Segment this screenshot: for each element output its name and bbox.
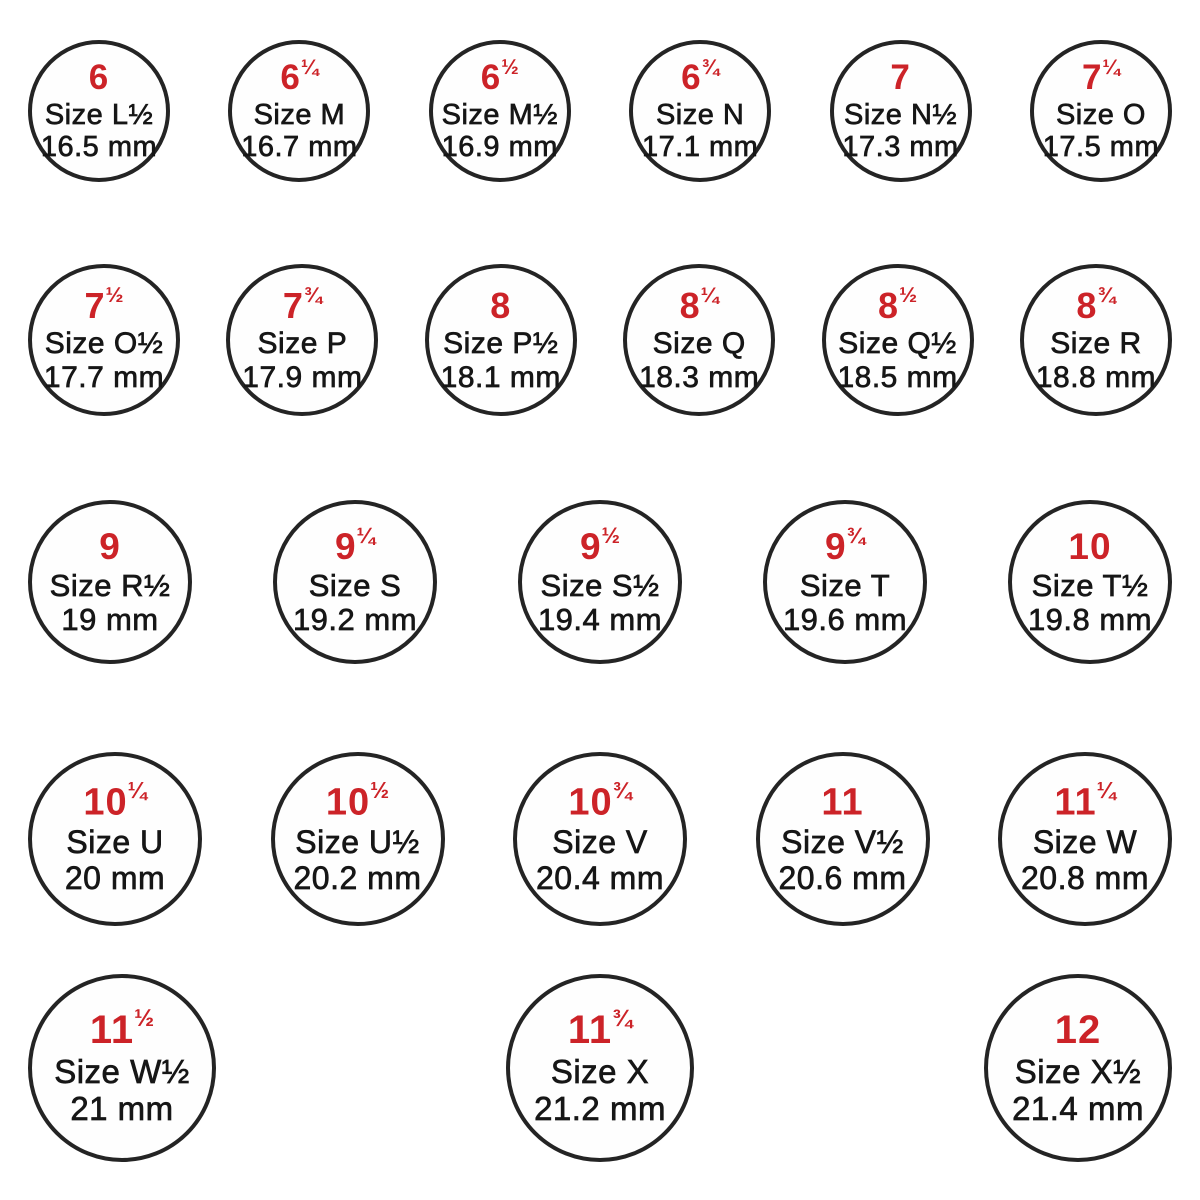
us-size-fraction: ¾	[303, 282, 322, 308]
diameter-label: 19.4 mm	[537, 602, 663, 638]
ring-size-circle	[756, 752, 930, 926]
us-size	[84, 282, 124, 326]
diameter-label: 19.8 mm	[1027, 602, 1153, 638]
us-size-number: 6	[88, 58, 110, 98]
ring-size-circle	[506, 974, 694, 1162]
diameter-label: 19.6 mm	[782, 602, 908, 638]
uk-size-label: Size V½	[781, 824, 904, 861]
us-size-number: 8	[1076, 284, 1098, 326]
us-size-number: 10	[568, 781, 613, 824]
uk-size-label: Size U½	[295, 824, 420, 861]
uk-size-label: Size T	[799, 567, 891, 603]
us-size	[481, 58, 519, 97]
us-size-number: 7	[890, 58, 911, 98]
us-size-number: 11	[1054, 781, 1097, 824]
diameter-label: 19.2 mm	[292, 602, 418, 638]
uk-size-label: Size W½	[54, 1052, 190, 1090]
uk-size-label: Size P	[257, 327, 348, 361]
us-size-number: 7	[1081, 58, 1103, 98]
us-size	[280, 58, 318, 97]
diameter-label: 20 mm	[64, 860, 166, 897]
us-size	[325, 777, 390, 824]
ring-size-circle	[513, 752, 687, 926]
us-size-fraction: ½	[370, 777, 390, 804]
uk-size-label: Size O½	[44, 327, 164, 361]
ring-size-circle	[822, 264, 974, 416]
diameter-label: 21.2 mm	[534, 1089, 666, 1127]
us-size	[821, 781, 863, 824]
diameter-label: 17.9 mm	[242, 360, 363, 394]
diameter-label: 17.1 mm	[642, 131, 759, 164]
ring-size-circle	[518, 500, 682, 664]
us-size	[567, 1004, 633, 1053]
chart-row	[0, 264, 1200, 416]
us-size-fraction: ¼	[1096, 777, 1116, 804]
us-size-number: 9	[579, 526, 602, 568]
us-size-fraction: ¼	[700, 282, 719, 308]
us-size	[83, 777, 147, 824]
ring-size-circle	[984, 974, 1172, 1162]
chart-row	[0, 752, 1200, 926]
ring-size-circle	[226, 264, 378, 416]
uk-size-label: Size V	[552, 824, 648, 861]
uk-size-label: Size U	[66, 824, 164, 861]
uk-size-label: Size Q½	[838, 327, 957, 361]
us-size-number: 10	[1068, 526, 1112, 568]
diameter-label: 17.5 mm	[1042, 131, 1160, 164]
diameter-label: 16.9 mm	[441, 131, 558, 164]
ring-size-circle	[228, 40, 370, 182]
diameter-label: 21 mm	[70, 1089, 174, 1127]
us-size-number: 9	[334, 526, 357, 568]
uk-size-label: Size Q	[652, 327, 746, 361]
ring-size-circle	[28, 752, 202, 926]
us-size-number: 7	[282, 284, 304, 326]
uk-size-label: Size W	[1032, 824, 1138, 861]
us-size-fraction: ¾	[612, 1004, 633, 1032]
us-size	[681, 58, 719, 97]
us-size	[568, 777, 632, 824]
us-size-fraction: ½	[899, 282, 918, 308]
us-size-number: 12	[1054, 1008, 1102, 1053]
us-size	[824, 523, 866, 568]
us-size	[99, 526, 121, 567]
us-size-number: 11	[567, 1008, 613, 1053]
uk-size-label: Size T½	[1031, 567, 1149, 603]
us-size-fraction: ½	[105, 282, 124, 308]
chart-row	[0, 500, 1200, 664]
us-size-number: 8	[679, 284, 701, 326]
diameter-label: 18.3 mm	[639, 360, 760, 394]
ring-size-circle	[998, 752, 1172, 926]
us-size-number: 11	[821, 781, 864, 824]
ring-size-circle	[629, 40, 771, 182]
diameter-label: 20.8 mm	[1021, 860, 1149, 897]
us-size-number: 8	[490, 284, 512, 326]
us-size-number: 11	[89, 1008, 135, 1053]
diameter-label: 17.3 mm	[842, 131, 959, 164]
uk-size-label: Size X½	[1014, 1052, 1142, 1090]
us-size-number: 9	[99, 526, 121, 568]
us-size-number: 6	[480, 58, 502, 98]
us-size-fraction: ½	[601, 523, 621, 549]
uk-size-label: Size R	[1050, 327, 1142, 361]
us-size-number: 6	[681, 58, 702, 98]
us-size-fraction: ¾	[846, 523, 866, 549]
uk-size-label: Size S½	[540, 567, 660, 603]
ring-size-circle	[429, 40, 571, 182]
uk-size-label: Size X	[550, 1052, 650, 1090]
diameter-label: 20.4 mm	[536, 860, 664, 897]
us-size-fraction: ½	[134, 1004, 155, 1032]
chart-row	[0, 40, 1200, 182]
uk-size-label: Size M	[253, 98, 346, 131]
us-size-fraction: ¾	[612, 777, 632, 804]
us-size-number: 9	[824, 526, 847, 568]
ring-size-circle	[830, 40, 972, 182]
ring-size-circle	[1008, 500, 1172, 664]
diameter-label: 16.5 mm	[40, 131, 158, 164]
us-size-fraction: ¾	[701, 56, 720, 80]
diameter-label: 19 mm	[61, 602, 159, 638]
uk-size-label: Size P½	[443, 327, 559, 361]
us-size	[890, 58, 910, 97]
uk-size-label: Size R½	[49, 567, 171, 603]
us-size-fraction: ¼	[300, 56, 319, 80]
ring-size-circle	[425, 264, 577, 416]
uk-size-label: Size S	[308, 567, 402, 603]
us-size	[1068, 526, 1111, 567]
diameter-label: 21.4 mm	[1012, 1089, 1144, 1127]
chart-row	[0, 974, 1200, 1162]
diameter-label: 20.2 mm	[293, 860, 422, 897]
us-size	[282, 282, 322, 326]
us-size	[89, 1004, 155, 1053]
us-size	[89, 58, 109, 97]
ring-size-circle	[1030, 40, 1172, 182]
us-size	[490, 286, 511, 326]
us-size	[334, 523, 376, 568]
us-size-number: 8	[878, 284, 900, 326]
us-size	[1054, 777, 1116, 824]
us-size-number: 6	[280, 58, 301, 98]
diameter-label: 18.8 mm	[1035, 360, 1157, 394]
ring-size-circle	[28, 500, 192, 664]
us-size-fraction: ½	[501, 56, 519, 80]
uk-size-label: Size O	[1055, 98, 1146, 131]
uk-size-label: Size L½	[44, 98, 154, 131]
us-size	[579, 523, 621, 568]
ring-size-circle	[273, 500, 437, 664]
uk-size-label: Size N	[655, 98, 745, 131]
ring-size-circle	[1020, 264, 1172, 416]
us-size	[1082, 58, 1120, 97]
ring-size-circle	[623, 264, 775, 416]
uk-size-label: Size N½	[844, 98, 958, 131]
diameter-label: 20.6 mm	[778, 860, 907, 897]
us-size-number: 7	[84, 284, 106, 326]
diameter-label: 18.1 mm	[440, 360, 561, 394]
ring-size-circle	[28, 974, 216, 1162]
us-size-fraction: ¾	[1097, 282, 1116, 308]
diameter-label: 17.7 mm	[43, 360, 165, 394]
diameter-label: 16.7 mm	[241, 131, 358, 164]
us-size-fraction: ¼	[127, 777, 147, 804]
us-size-number: 10	[325, 781, 371, 824]
us-size	[1076, 282, 1116, 326]
us-size	[1055, 1008, 1102, 1053]
us-size	[878, 282, 918, 326]
us-size	[679, 282, 719, 326]
diameter-label: 18.5 mm	[837, 360, 958, 394]
us-size-number: 10	[83, 781, 128, 824]
ring-size-circle	[28, 40, 170, 182]
ring-size-circle	[271, 752, 445, 926]
ring-size-circle	[763, 500, 927, 664]
us-size-fraction: ¼	[356, 523, 376, 549]
us-size-fraction: ¼	[1102, 56, 1120, 80]
uk-size-label: Size M½	[441, 98, 558, 131]
ring-size-circle	[28, 264, 180, 416]
